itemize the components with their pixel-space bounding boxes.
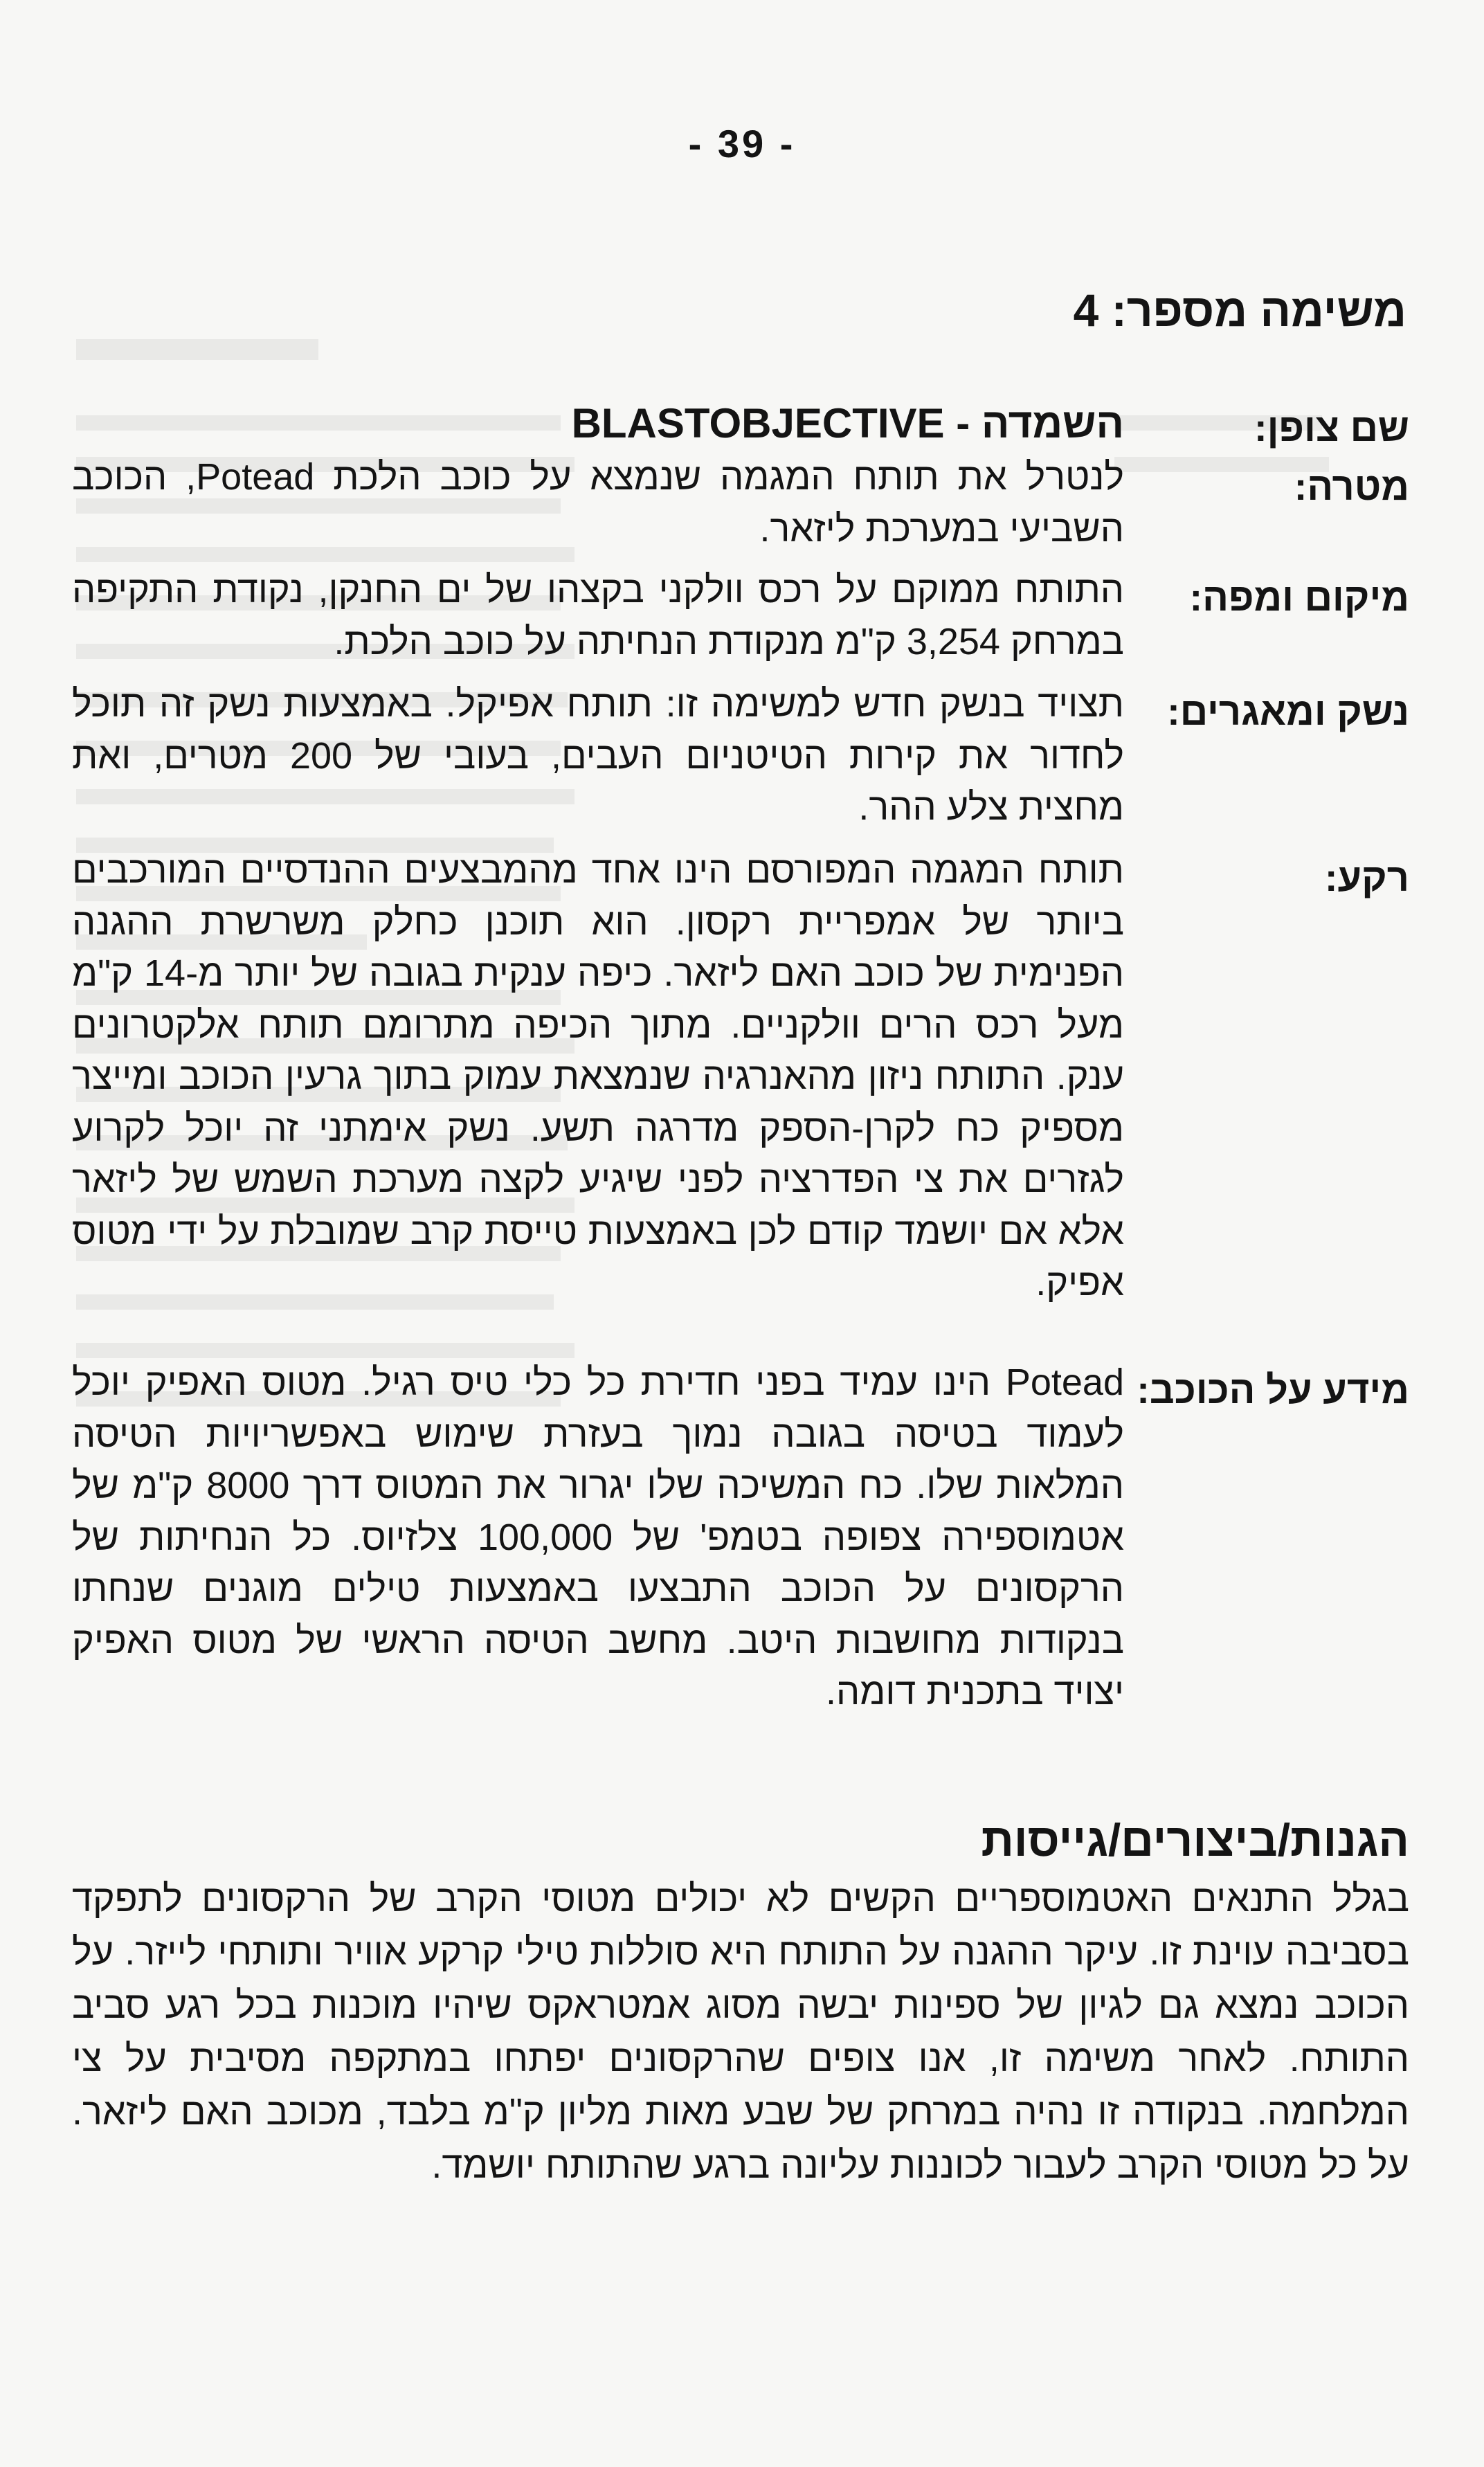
weapons-label: נשק ומאגרים: bbox=[1167, 689, 1409, 733]
code-name-label: שם צופן: bbox=[1254, 406, 1409, 449]
objective-value: לנטרל את תותח המגמה שנמצא על כוכב הלכת Potead, הכוכב השביעי במערכת ליזאר. bbox=[72, 456, 1124, 550]
planet-info-value: Potead הינו עמיד בפני חדירת כל כלי טיס רגיל. מטוס האפיק יוכל לעמוד בטיסה בגובה נמוך בעזרת שימוש באפשריויות הטיסה המלאות שלו. כח המשיכה שלו יגרור את המטוס דרך 8000 ק"מ של אטמוספירה צפופה בטמפ' של 100,000 צלזיוס. כל הנחיתות של הרקסונים על הכוכב התבצעו באמצעות טילים מוגנים שנחתו בנקודות מחושבות היטב. מחשב הטיסה הראשי של מטוס האפיק יצויד בתכנית דומה. bbox=[72, 1362, 1125, 1713]
defenses-heading: הגנות/ביצורים/גייסות bbox=[981, 1814, 1409, 1865]
defenses-body: בגלל התנאים האטמוספריים הקשים לא יכולים מטוסי הקרב של הרקסונים לתפקד בסביבה עוינת זו. עיקר ההגנה על התותח היא סוללות טילי קרקע אוויר ותותחי לייזר. על הכוכב נמצא גם לגיון של ספינות יבשה מסוג אמטראקס שיהיו מוכנות בכל רגע סביב התותח. לאחר משימה זו, אנו צופים שהרקסונים יפתחו במתקפה מסיבית על צי המלחמה. בנקודה זו נהיה במרחק של שבע מאות מליון ק"מ בלבד, מכוכב האם ליזאר. על כל מטוסי הקרב לעבור לכוננות עליונה ברגע שהתותח יושמד. bbox=[72, 1878, 1409, 2186]
page-number: - 39 - bbox=[688, 122, 796, 165]
planet-info-label: מידע על הכוכב: bbox=[1137, 1368, 1409, 1411]
location-label: מיקום ומפה: bbox=[1189, 575, 1409, 619]
objective-label: מטרה: bbox=[1294, 464, 1409, 508]
weapons-value: תצויד בנשק חדש למשימה זו: תותח אפיקל. באמצעות נשק זה תוכל לחדור את קירות הטיטניום העבים, בעובי של 200 מטרים, ואת מחצית צלע ההר. bbox=[72, 683, 1124, 828]
location-value: התותח ממוקם על רכס וולקני בקצהו של ים החנקן, נקודת התקיפה במרחק 3,254 ק"מ מנקודת הנחיתה על כוכב הלכת. bbox=[72, 569, 1124, 662]
background-label: רקע: bbox=[1324, 856, 1409, 899]
code-name-value: השמדה - BLASTOBJECTIVE bbox=[571, 400, 1124, 446]
background-value: תותח המגמה המפורסם הינו אחד מהמבצעים ההנדסיים המורכבים ביותר של אמפריית רקסון. הוא תוכנן כחלק משרשרת ההגנה הפנימית של כוכב האם ליזאר. כיפה ענקית בגובה של יותר מ-14 ק"מ מעל רכס הרים וולקניים. מתוך הכיפה מתרומם תותח אלקטרונים ענק. התותח ניזון מהאנרגיה שנמצאת עמוק בתוך גרעין הכוכב ומייצר מספיק כח לקרן-הספק מדרגה תשע. נשק אימתני זה יוכל לקרוע לגזרים את צי הפדרציה לפני שיגיע לקצה מערכת השמש של ליזאר אלא אם יושמד קודם לכן באמצעות טייסת קרב שמובלת על ידי מטוס אפיק. bbox=[72, 849, 1125, 1303]
mission-heading: משימה מספר: 4 bbox=[1073, 284, 1406, 336]
